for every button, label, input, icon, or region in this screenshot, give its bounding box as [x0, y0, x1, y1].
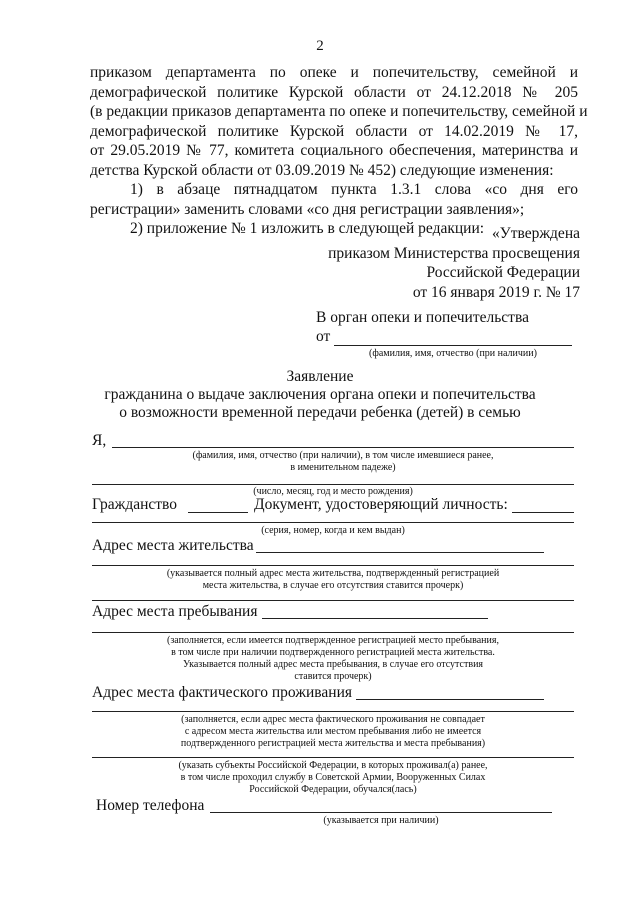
actual-hint: подтвержденного регистрацией места жительства и места пребывания): [180, 738, 486, 749]
addressee-to: В орган опеки и попечительства: [316, 309, 529, 326]
subjects-hint: в том числе проходил службу в Советской Армии, Вооруженных Силах: [180, 772, 486, 783]
subjects-hint: Российской Федерации, обучался(лась): [249, 784, 417, 795]
intro-line: приказом департамента по опеке и попечительству, семейной и: [90, 64, 578, 81]
residence-extra-field[interactable]: [92, 600, 574, 601]
id-doc-label: Документ, удостоверяющий личность:: [254, 496, 508, 513]
subjects-hint: (указать субъекты Российской Федерации, в которых проживал(а) ранее,: [178, 760, 488, 771]
residence-hint: (указывается полный адрес места жительства, подтвержденный регистрацией: [166, 568, 500, 579]
phone-label: Номер телефона: [96, 797, 205, 814]
intro-line: детства Курской области от 03.09.2019 № 452) следующие изменения:: [90, 161, 554, 179]
approval-line: приказом Министерства просвещения: [328, 244, 580, 262]
id-doc-field-inline[interactable]: [512, 512, 574, 513]
residence-field[interactable]: [92, 565, 574, 566]
approval-line: Российской Федерации: [426, 264, 580, 281]
title-line-2: гражданина о выдаче заключения органа опеки и попечительства: [104, 386, 536, 403]
i-label: Я,: [92, 432, 107, 449]
residence-label: Адрес места жительства: [92, 537, 254, 554]
actual-label: Адрес места фактического проживания: [92, 684, 352, 701]
actual-field-inline[interactable]: [356, 699, 544, 700]
change-1-line: регистрации» заменить словами «со дня регистрации заявления»;: [90, 200, 525, 218]
residence-field-inline[interactable]: [256, 552, 544, 553]
addressee-from-hint: (фамилия, имя, отчество (при наличии): [369, 348, 537, 359]
title-line-1: Заявление: [286, 368, 354, 385]
residence-hint: места жительства, в случае его отсутствия ставится прочерк): [202, 580, 464, 591]
approval-block: [328, 224, 580, 302]
citizenship-label: Гражданство: [92, 496, 178, 513]
citizenship-field[interactable]: [188, 512, 248, 513]
page-number: 2: [316, 38, 324, 54]
stay-field-inline[interactable]: [262, 618, 488, 619]
id-doc-hint: (серия, номер, когда и кем выдан): [261, 525, 405, 536]
full-name-field[interactable]: [112, 447, 574, 448]
name-hint: (фамилия, имя, отчество (при наличии), в том числе имевшиеся ранее,: [192, 450, 494, 461]
stay-hint: (заполняется, если имеется подтвержденное регистрацией место пребывания,: [167, 635, 499, 646]
approval-line: от 16 января 2019 г. № 17: [412, 283, 580, 301]
name-hint: в именительном падеже): [290, 462, 396, 473]
addressee-from-field[interactable]: [334, 345, 572, 346]
stay-hint: ставится прочерк): [294, 671, 372, 682]
stay-hint: Указывается полный адрес места пребывания, в случае его отсутствия: [182, 659, 484, 670]
intro-line: (в редакции приказов департамента по опеке и попечительству, семейной и: [90, 103, 588, 120]
stay-field[interactable]: [92, 632, 574, 633]
addressee-from-label: от: [316, 328, 331, 345]
birth-hint: (число, месяц, год и место рождения): [253, 486, 413, 497]
intro-line: от 29.05.2019 № 77, комитета социального обеспечения, материнства и: [90, 142, 578, 159]
phone-field[interactable]: [210, 812, 552, 813]
actual-field[interactable]: [92, 711, 574, 712]
id-doc-field[interactable]: [92, 522, 574, 523]
phone-hint: (указывается при наличии): [323, 815, 439, 826]
stay-label: Адрес места пребывания: [92, 603, 258, 620]
actual-hint: с адресом места жительства или местом пребывания либо не имеется: [184, 726, 482, 737]
approval-line: «Утверждена: [491, 225, 580, 242]
change-2-line: 2) приложение № 1 изложить в следующей редакции:: [130, 220, 485, 237]
intro-line: демографической политике Курской области от 14.02.2019 № 17,: [90, 122, 578, 140]
title-line-3: о возможности временной передачи ребенка (детей) в семью: [119, 404, 521, 421]
change-1-line: 1) в абзаце пятнадцатом пункта 1.3.1 слова «со дня его: [130, 181, 578, 198]
subjects-field[interactable]: [92, 757, 574, 758]
actual-hint: (заполняется, если адрес места фактического проживания не совпадает: [181, 714, 485, 725]
intro-paragraph: [90, 63, 588, 239]
stay-hint: в том числе при наличии подтвержденного регистрацией места жительства.: [171, 647, 495, 658]
intro-line: демографической политике Курской области от 24.12.2018 № 205: [90, 83, 578, 101]
